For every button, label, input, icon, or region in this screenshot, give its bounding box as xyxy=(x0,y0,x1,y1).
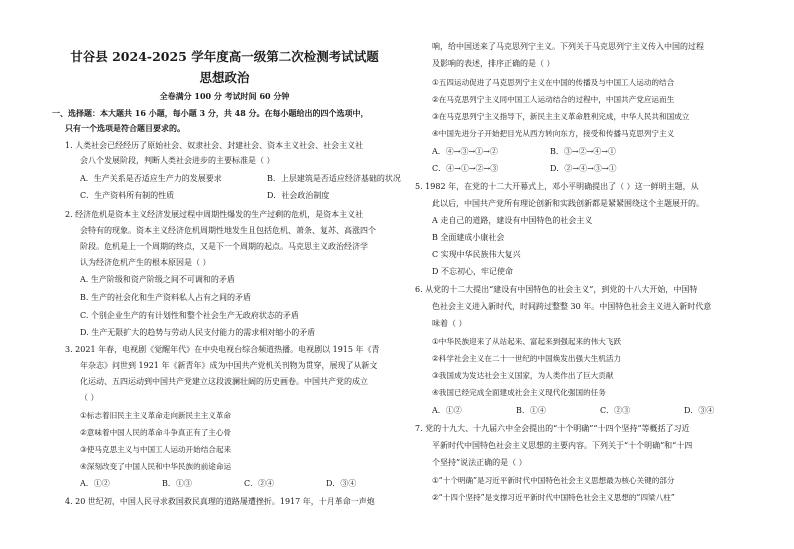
q4-option-c: C．④→①→②→③ xyxy=(432,164,499,173)
q4-item: ②在马克思列宁主义同中国工人运动结合的过程中，中国共产党应运而生 xyxy=(432,95,675,104)
q4-stem: 及影响的表述，排序正确的是（ ） xyxy=(432,59,555,68)
q7-stem: 平新时代中国特色社会主义思想的主要内容。下列关于“十个明确”和“十四 xyxy=(432,441,693,450)
q7-stem: 个坚持”说法正确的是（ ） xyxy=(432,458,527,467)
q5-option-a: A 走自己的道路，建设有中国特色的社会主义 xyxy=(432,216,593,225)
q3-item: ②意味着中国人民的革命斗争真正有了主心骨 xyxy=(80,428,232,437)
q7-stem: 7. 党的十九大、十九届六中全会提出的“十个明确”“十四个坚持”等概括了习近 xyxy=(415,424,690,433)
q4-item: ①五四运动促进了马克思列宁主义在中国的传播及与中国工人运动的结合 xyxy=(432,78,675,87)
subject-title: 思想政治 xyxy=(199,70,250,85)
q3-option-d: D．③④ xyxy=(326,479,357,488)
exam-title: 甘谷县 2024-2025 学年度高一级第二次检测考试试题 xyxy=(70,49,379,64)
q1-option-b: B．上层建筑是否适应经济基础的状况 xyxy=(267,174,401,183)
q3-item: ③使马克思主义与中国工人运动开始结合起来 xyxy=(80,445,232,454)
q6-stem: 色社会主义进入新时代，时间跨过整整 30 年。中国特色社会主义进入新时代意 xyxy=(432,302,712,311)
q1-option-c: C．生产资料所有制的性质 xyxy=(80,191,175,200)
q2-option-b: B. 生产的社会化和生产资料私人占有之间的矛盾 xyxy=(80,293,251,302)
q4-option-d: D．②→④→③→① xyxy=(550,164,617,173)
q6-option-b: B．①④ xyxy=(516,406,546,415)
q6-option-a: A．①② xyxy=(432,406,462,415)
section-heading-line1: 一、选择题：本大题共 16 小题，每小题 3 分，共 48 分。在每小题给出的四个选项中， xyxy=(52,108,369,118)
q3-item: ①标志着旧民主主义革命走向新民主主义革命 xyxy=(80,411,232,420)
q7-item: ①“十个明确”是习近平新时代中国特色社会主义思想最为核心关键的部分 xyxy=(432,476,675,485)
q3-stem: 化运动、五四运动到中国共产党建立这段波澜壮阔的历史画卷。中国共产党的成立 xyxy=(80,377,368,386)
q2-stem: 阶段。危机是上一个周期的终点，又是下一个周期的起点。马克思主义政治经济学 xyxy=(80,242,368,251)
score-info: 全卷满分 100 分 考试时间 60 分钟 xyxy=(159,91,290,101)
q2-option-d: D. 生产无限扩大的趋势与劳动人民支付能力的需求相对缩小的矛盾 xyxy=(80,328,316,337)
q4-stem: 4. 20 世纪初，中国人民寻求救国救民真理的道路屡遭挫折。1917 年，十月革命一声炮 xyxy=(65,497,375,506)
q4-item: ③在马克思列宁主义指导下，新民主主义革命胜利完成，中华人民共和国成立 xyxy=(432,112,690,121)
q5-option-d: D 不忘初心，牢记使命 xyxy=(432,267,513,276)
q5-option-b: B 全面建成小康社会 xyxy=(432,233,505,242)
q3-option-a: A．①② xyxy=(80,479,110,488)
q3-option-c: C．②④ xyxy=(244,479,275,488)
q6-option-d: D．③④ xyxy=(684,406,715,415)
q6-option-c: C．②③ xyxy=(600,406,631,415)
q2-option-c: C. 个别企业生产的有计划性和整个社会生产无政府状态的矛盾 xyxy=(80,311,299,320)
q6-item: ③我国成为发达社会主义国家，为人类作出了巨大贡献 xyxy=(432,371,614,380)
q3-stem: 年杂志》问世到 1921 年《新青年》成为中国共产党机关刊物为贯穿，展现了从新文 xyxy=(80,361,378,370)
q6-item: ①中华民族迎来了从站起来、富起来到强起来的伟大飞跃 xyxy=(432,337,622,346)
q2-stem: 会特有的现象。资本主义经济危机周期性地发生且包括危机、萧条、复苏、高涨四个 xyxy=(80,226,376,235)
q3-option-b: B．①③ xyxy=(162,479,192,488)
q7-item: ②“十四个坚持”是支撑习近平新时代中国特色社会主义思想的“四梁八柱” xyxy=(432,493,675,502)
q6-stem: 6. 从党的十二大提出“建设有中国特色的社会主义”，到党的十八大开始，中国特 xyxy=(415,285,698,294)
q4-option-a: A．④→③→①→② xyxy=(432,147,498,156)
q4-stem: 响，给中国送来了马克思列宁主义。下列关于马克思列宁主义传入中国的过程 xyxy=(432,42,704,51)
q5-option-c: C 实现中华民族伟大复兴 xyxy=(432,250,521,259)
q2-option-a: A. 生产阶级和资产阶级之间不可调和的矛盾 xyxy=(80,275,235,284)
section-heading-line2: 只有一个选项是符合题目要求的。 xyxy=(65,123,185,133)
q4-item: ④中国先进分子开始把目光从西方转向东方，接受和传播马克思列宁主义 xyxy=(432,129,675,138)
q1-stem: 1. 人类社会已经经历了原始社会、奴隶社会、封建社会、资本主义社会、社会主义社 xyxy=(65,141,364,150)
q2-stem: 2. 经济危机是资本主义经济发展过程中周期性爆发的生产过剩的危机，是资本主义社 xyxy=(65,210,364,219)
q5-stem: 5. 1982 年，在党的十二大开幕式上，邓小平明确提出了（ ）这一鲜明主题，从 xyxy=(415,182,699,191)
q5-stem: 此以后，中国共产党所有理论创新和实践创新都是紧紧围绕这个主题展开的。 xyxy=(432,199,704,208)
q3-stem: 3. 2021 年春，电视剧《觉醒年代》在中央电视台综合频道热播。电视剧以 1915 年《青 xyxy=(65,345,380,354)
q1-option-d: D．社会政治制度 xyxy=(267,191,330,200)
q4-option-b: B．③→②→④→① xyxy=(550,147,616,156)
q3-stem: （ ） xyxy=(80,393,99,402)
q1-option-a: A．生产关系是否适应生产力的发展要求 xyxy=(80,174,222,183)
q3-item: ④深刻改变了中国人民和中华民族的前途命运 xyxy=(80,462,232,471)
q1-stem: 会八个发展阶段，判断人类社会进步的主要标准是（ ） xyxy=(80,156,275,165)
q6-stem: 味着（ ） xyxy=(432,319,467,328)
q6-item: ②科学社会主义在二十一世纪的中国焕发出强大生机活力 xyxy=(432,354,622,363)
q6-item: ④我国已经完成全面建成社会主义现代化强国的任务 xyxy=(432,388,606,397)
q2-stem: 认为经济危机产生的根本原因是（ ） xyxy=(80,258,211,267)
